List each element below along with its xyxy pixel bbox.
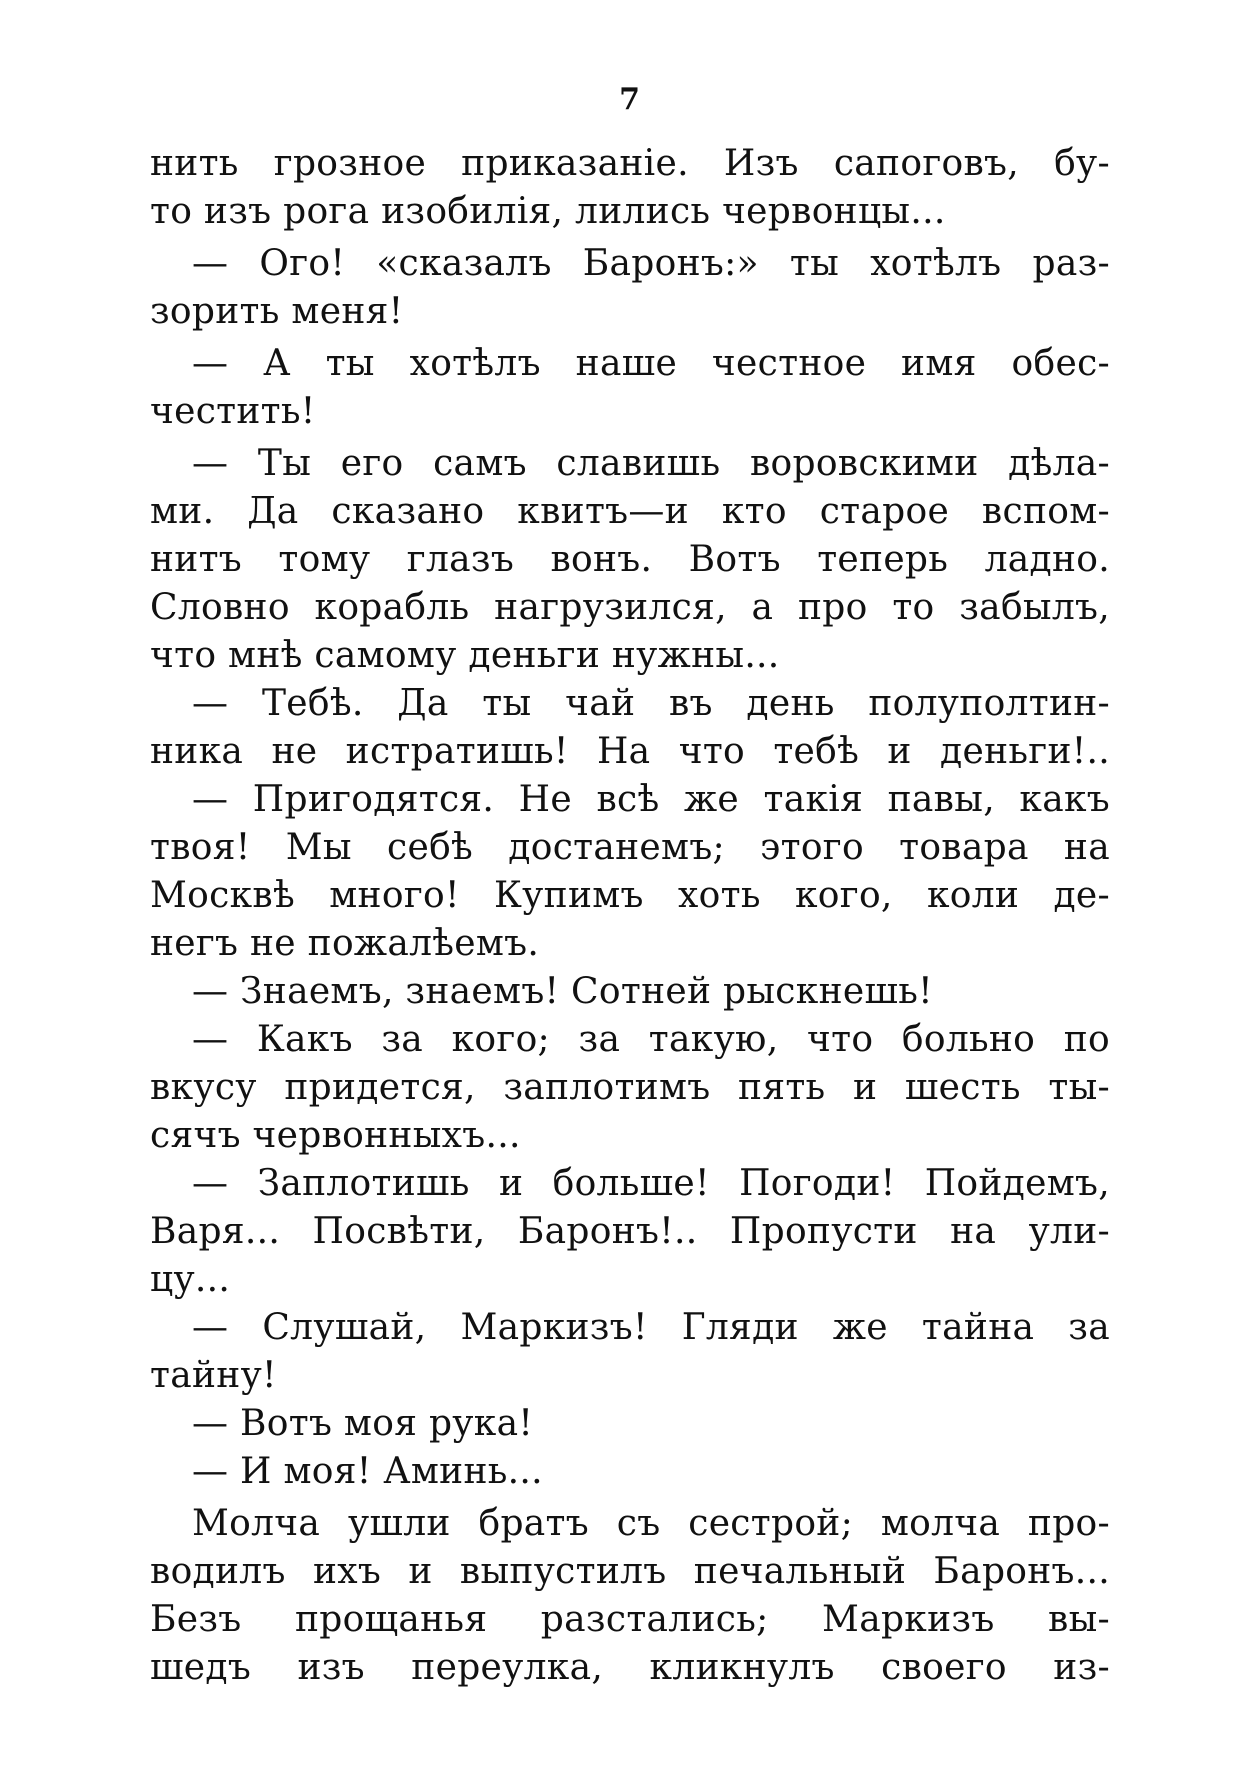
text-line: то изъ рога изобилія, лились червонцы... <box>150 191 946 232</box>
text-line: цу... <box>150 1259 231 1300</box>
text-line: — Тебѣ. Да ты чай въ день полуполтин- <box>192 683 1110 724</box>
text-line: ника не истратишь! На что тебѣ и деньги!.. <box>150 731 1110 772</box>
text-line: зорить меня! <box>150 291 404 332</box>
text-line: твоя! Мы себѣ достанемъ; этого товара на <box>150 827 1110 868</box>
text-line: — Пригодятся. Не всѣ же такія павы, какъ <box>192 779 1110 820</box>
text-line: — Вотъ моя рука! <box>192 1403 534 1444</box>
text-line: ми. Да сказано квитъ—и кто старое вспом- <box>150 491 1110 532</box>
text-line: водилъ ихъ и выпустилъ печальный Баронъ... <box>150 1551 1110 1592</box>
text-line: — Какъ за кого; за такую, что больно по <box>192 1019 1110 1060</box>
text-line: Москвѣ много! Купимъ хоть кого, коли де- <box>150 875 1110 916</box>
text-line: негъ не пожалѣемъ. <box>150 923 540 964</box>
text-line: — Ого! «сказалъ Баронъ:» ты хотѣлъ раз- <box>192 243 1110 284</box>
text-line: — Знаемъ, знаемъ! Сотней рыскнешь! <box>192 971 933 1012</box>
text-line: Безъ прощанья разстались; Маркизъ вы- <box>150 1599 1110 1640</box>
text-line: нить грозное приказаніе. Изъ сапоговъ, бу- <box>150 143 1110 184</box>
text-line: — И моя! Аминь... <box>192 1451 543 1492</box>
page-number: 7 <box>619 82 640 117</box>
text-line: шедъ изъ переулка, кликнулъ своего из- <box>150 1647 1110 1688</box>
text-line: Словно корабль нагрузился, а про то забылъ, <box>150 587 1110 628</box>
body-text <box>150 140 1110 1692</box>
text-line: Молча ушли братъ съ сестрой; молча про- <box>192 1503 1110 1544</box>
text-line: — Слушай, Маркизъ! Гляди же тайна за <box>192 1307 1110 1348</box>
text-line: тайну! <box>150 1355 277 1396</box>
text-line: честить! <box>150 391 316 432</box>
text-line: — Заплотишь и больше! Погоди! Пойдемъ, <box>192 1163 1110 1204</box>
text-line: Варя... Посвѣти, Баронъ!.. Пропусти на ули- <box>150 1211 1110 1252</box>
text-line: что мнѣ самому деньги нужны... <box>150 635 780 676</box>
text-line: вкусу придется, заплотимъ пять и шесть ты- <box>150 1067 1110 1108</box>
text-line: сячъ червонныхъ... <box>150 1115 521 1156</box>
text-line: — Ты его самъ славишь воровскими дѣла- <box>192 443 1110 484</box>
text-line: нитъ тому глазъ вонъ. Вотъ теперь ладно. <box>150 539 1110 580</box>
text-line: — А ты хотѣлъ наше честное имя обес- <box>192 343 1110 384</box>
